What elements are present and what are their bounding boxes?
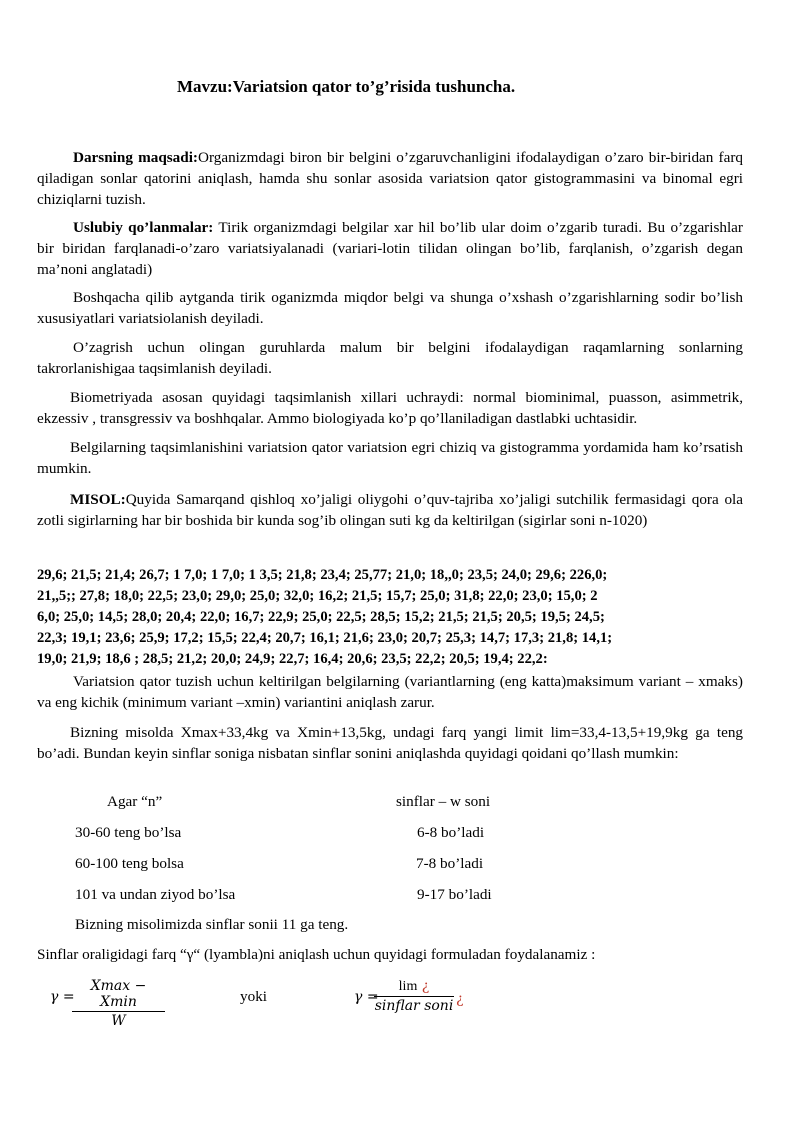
paragraph-9 xyxy=(37,722,743,764)
paragraph-guidelines xyxy=(37,217,743,280)
goal-text: Organizmdagi biron bir belgini o’zgaruvchanligini ifodalaydigan o’zaro bir-biridan farq qiladigan sonlar qatorini aniqlash, hamda shu sonlar asosida variatsion qator gistogrammasini va binomal egri chiziqlarni tuzish. xyxy=(37,149,743,208)
paragraph-6 xyxy=(37,437,743,479)
data-line: 22,3; 19,1; 23,6; 25,9; 17,2; 15,5; 22,4; 20,7; 16,1; 21,6; 23,0; 20,7; 25,3; 14,7; 17,3; 21,8; 14,1; xyxy=(37,630,613,646)
formula-1-lhs: γ = xyxy=(50,989,75,1005)
guidelines-label: Uslubiy qo’lanmalar: xyxy=(73,219,214,236)
paragraph-4 xyxy=(37,337,743,379)
paragraph-10-text: Bizning misolimizda sinflar sonii 11 ga teng. xyxy=(75,916,349,933)
header-classes: sinflar – w soni xyxy=(396,793,491,810)
table-row xyxy=(0,855,800,875)
paragraph-5-text: Biometriyada asosan quyidagi taqsimlanish xillari uchraydi: normal biominimal, puasson, asimmetrik, ekzessiv , transgressiv va boshhqalar. Ammo biologiyada ko’p qo’llaniladigan dastlabki uchtasidir. xyxy=(37,389,743,427)
paragraph-3-text: Boshqacha qilib aytganda tirik oganizmda miqdor belgi va shunga o’xshash o’zgarishlarning sodir bo’lish xususiyatlari variatsiolanish deyiladi. xyxy=(37,289,743,327)
guidelines-text: Tirik organizmdagi belgilar xar hil bo’lib ular doim o’zgarib turadi. Bu o’zgarishlar bir biridan farqlanadi-o’zaro variatsiyalanadi (variari-lotin tilidan olingan bo’lib, farqlanish, o’zgarish degan ma’noni anglatadi) xyxy=(37,219,743,278)
paragraph-11-text: Sinflar oraligidagi farq “γ“ (lyambla)ni aniqlash uchun quyidagi formuladan foydalanamiz : xyxy=(37,946,596,963)
formula-2-lim: lim xyxy=(398,979,418,994)
table-header xyxy=(0,793,800,813)
row-range: 60-100 teng bolsa xyxy=(75,855,184,872)
paragraph-11 xyxy=(0,946,800,966)
example-text: Quyida Samarqand qishloq xo’jaligi oliygohi o’quv-tajriba xo’jaligi sutchilik fermasidagi qora ola zotli sigirlarning har bir boshida bir kunda sog’ib olingan suti kg da keltirilgan (sigirlar soni n-1020) xyxy=(37,491,743,529)
paragraph-9-text: Bizning misolda Xmax+33,4kg va Xmin+13,5kg, undagi farq yangi limit lim=33,4-13,5+19,9kg ga teng bo’adi. Bundan keyin sinflar soniga nisbatan sinflar sonini aniqlashda quyidagi qoidani qo’llash mumkin: xyxy=(37,724,743,762)
formula-1-denominator: W xyxy=(111,1013,126,1029)
paragraph-goal xyxy=(37,147,743,210)
formula-2-denominator: sinflar soni xyxy=(374,998,454,1014)
formula-2-num-mark: ¿ xyxy=(421,978,430,994)
formula-2-numerator xyxy=(374,978,454,997)
data-line: 19,0; 21,9; 18,6 ; 28,5; 21,2; 20,0; 24,9; 22,7; 16,4; 20,6; 23,5; 22,2; 20,5; 19,4; 22,2: xyxy=(37,651,548,667)
table-row xyxy=(0,886,800,906)
formula-2-fraction xyxy=(374,978,454,1014)
row-classes: 9-17 bo’ladi xyxy=(417,886,492,903)
header-n: Agar “n” xyxy=(107,793,163,810)
row-classes: 6-8 bo’ladi xyxy=(417,824,485,841)
formula-1-fraction xyxy=(72,978,165,1029)
paragraph-5 xyxy=(37,387,743,429)
paragraph-4-text: O’zagrish uchun olingan guruhlarda malum bir belgini ifodalaydigan raqamlarning sonlarning takrorlanishigaa taqsimlanish deyiladi. xyxy=(37,339,743,377)
data-line: 6,0; 25,0; 14,5; 28,0; 20,4; 22,0; 16,7; 22,9; 25,0; 22,5; 28,5; 15,2; 21,5; 21,5; 20,5; 19,5; 24,5; xyxy=(37,609,605,625)
paragraph-6-text: Belgilarning taqsimlanishini variatsion qator variatsion egri chiziq va gistogramma yordamida ham ko’rsatish mumkin. xyxy=(37,439,743,477)
data-line: 21,,5;; 27,8; 18,0; 22,5; 23,0; 29,0; 25,0; 32,0; 16,2; 21,5; 15,7; 25,0; 31,8; 22,0; 23,0; 15,0; 2 xyxy=(37,588,598,604)
paragraph-example xyxy=(37,489,743,531)
table-row xyxy=(0,824,800,844)
row-classes: 7-8 bo’ladi xyxy=(416,855,484,872)
data-line: 29,6; 21,5; 21,4; 26,7; 1 7,0; 1 7,0; 1 3,5; 21,8; 23,4; 25,77; 21,0; 18,,0; 23,5; 24,0; 29,6; 226,0; xyxy=(37,567,608,583)
paragraph-10 xyxy=(0,916,800,936)
goal-label: Darsning maqsadi: xyxy=(73,149,198,166)
row-range: 101 va undan ziyod bo’lsa xyxy=(75,886,236,903)
row-range: 30-60 teng bo’lsa xyxy=(75,824,182,841)
or-word: yoki xyxy=(240,988,268,1005)
paragraph-3 xyxy=(37,287,743,329)
example-label: MISOL: xyxy=(70,491,126,508)
milk-yield-data xyxy=(37,565,747,670)
formula-1-numerator: Xmax − Xmin xyxy=(72,978,165,1012)
paragraph-8 xyxy=(37,671,743,713)
paragraph-8-text: Variatsion qator tuzish uchun keltirilgan belgilarning (variantlarning (eng katta)maksimum variant – xmaks) va eng kichik (minimum variant –xmin) variantini aniqlash zarur. xyxy=(37,673,743,711)
formula-2-lhs: γ = xyxy=(354,989,379,1005)
page-title: Mavzu:Variatsion qator to’g’risida tushuncha. xyxy=(177,77,516,96)
formula-2-den-mark: ¿ xyxy=(456,991,464,1007)
